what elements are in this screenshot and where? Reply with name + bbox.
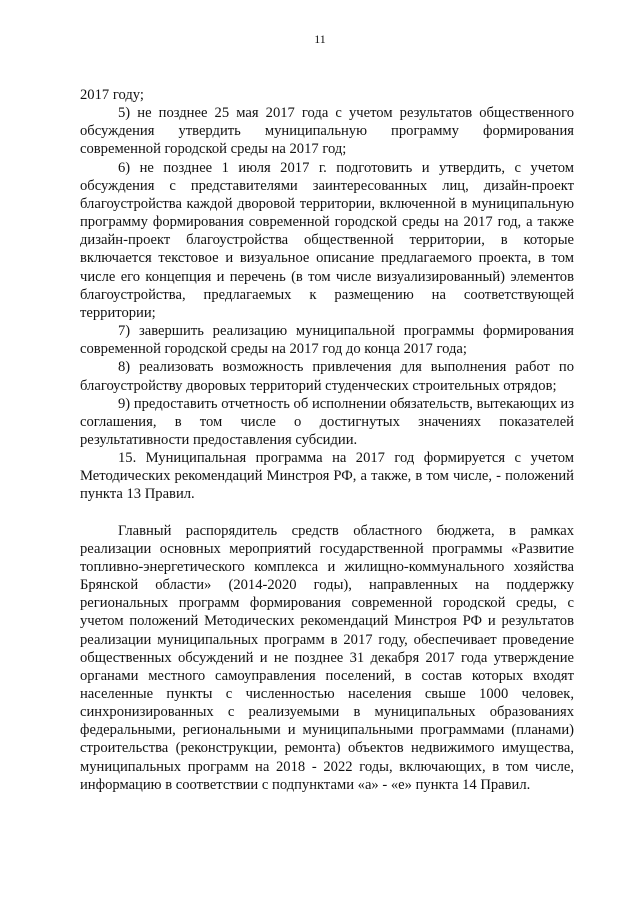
paragraph-item-8: 8) реализовать возможность привлечения для выполнения работ по благоустройству дворовых территорий студенческих строительных отрядов;: [80, 359, 574, 394]
paragraph-item-7: 7) завершить реализацию муниципальной программы формирования современной городской среды на 2017 год до конца 2017 года;: [80, 323, 574, 358]
document-body: [80, 86, 574, 794]
paragraph-main-administrator: Главный распорядитель средств областного бюджета, в рамках реализации основных мероприятий государственной программы «Развитие топливно-энергетического комплекса и жилищно-коммунального хозяйства Брянской области» (2014-2020 годы), направленных на поддержку региональных программ формирования современной городской среды, с учетом положений Методических рекомендаций Минстроя РФ и результатов реализации муниципальных программ в 2017 году, обеспечивает проведение общественных обсуждений и не позднее 31 декабря 2017 года утверждение органами местного самоуправления поселений, в состав которых входят населенные пункты с численностью населения свыше 1000 человек, синхронизированных с реализуемыми в муниципальных образованиях федеральными, региональными и муниципальными программами (планами) строительства (реконструкции, ремонта) объектов недвижимого имущества, муниципальных программ на 2018 - 2022 годы, включающих, в том числе, информацию в соответствии с подпунктами «а» - «е» пункта 14 Правил.: [80, 522, 574, 793]
paragraph-gap: [80, 504, 574, 522]
paragraph-section-15: 15. Муниципальная программа на 2017 год формируется с учетом Методических рекомендаций Минстроя РФ, а также, в том числе, - положений пункта 13 Правил.: [80, 450, 574, 503]
page-number: 11: [314, 32, 326, 46]
paragraph-item-5: 5) не позднее 25 мая 2017 года с учетом результатов общественного обсуждения утвердить муниципальную программу формирования современной городской среды на 2017 год;: [80, 105, 574, 158]
paragraph-continuation: 2017 году;: [80, 87, 144, 103]
paragraph-item-9: 9) предоставить отчетность об исполнении обязательств, вытекающих из соглашения, в том числе о достигнутых значениях показателей результативности предоставления субсидии.: [80, 395, 574, 448]
paragraph-item-6: 6) не позднее 1 июля 2017 г. подготовить и утвердить, с учетом обсуждения с представителями заинтересованных лиц, дизайн-проект благоустройства каждой дворовой территории, включенной в муниципальную программу формирования современной городской среды на 2017 год, а также дизайн-проект благоустройства общественной территории, в которые включается текстовое и визуальное описание предлагаемого проекта, в том числе его концепция и перечень (в том числе визуализированный) элементов благоустройства, предлагаемых к размещению на соответствующей территории;: [80, 159, 574, 321]
